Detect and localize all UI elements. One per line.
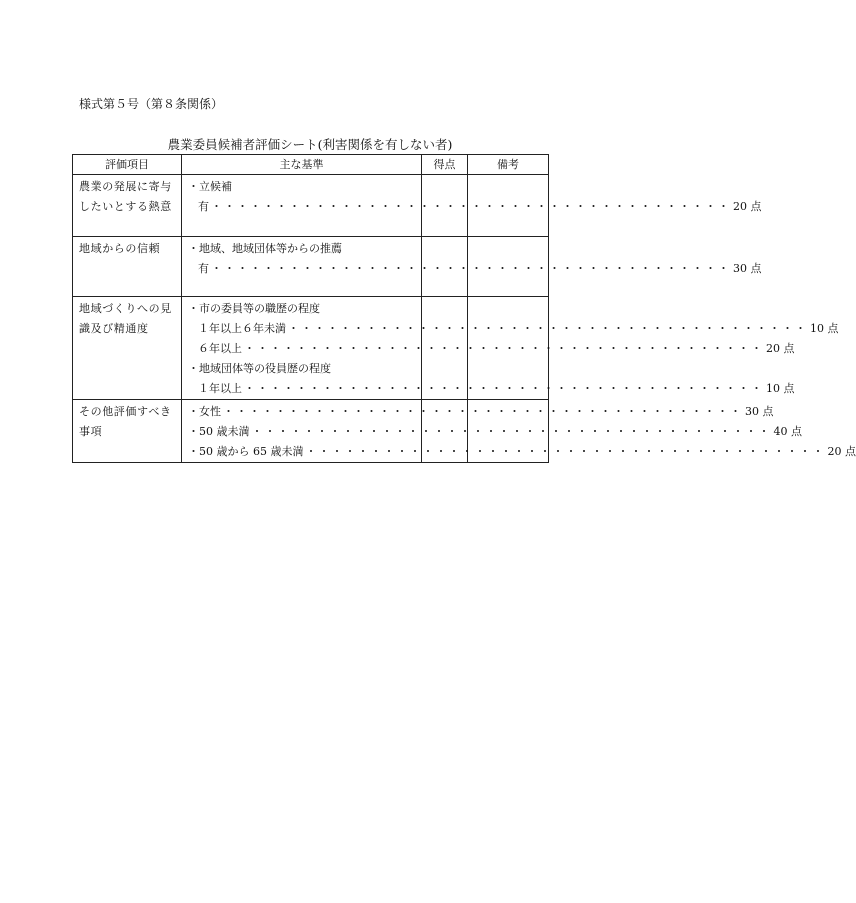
dot-leader: ・・・・・・・・・・・・・・・・・・・・・・・・・・・・・・・・・・・・・・・・ [251, 425, 772, 438]
dot-leader: ・・・・・・・・・・・・・・・・・・・・・・・・・・・・・・・・・・・・・・・・ [223, 405, 743, 418]
dot-leader: ・・・・・・・・・・・・・・・・・・・・・・・・・・・・・・・・・・・・・・・・ [244, 342, 764, 355]
criteria-points: 20 点 [733, 200, 762, 213]
criteria-line [188, 402, 774, 422]
table-header-row [73, 155, 549, 175]
criteria-line [188, 299, 415, 319]
criteria-label: 有 [198, 200, 209, 213]
row-criteria [182, 175, 762, 237]
criteria-line [188, 239, 415, 259]
header-item: 評価項目 [73, 155, 182, 175]
row-item: 地域づくりへの見識及び精通度 [73, 297, 182, 400]
criteria-points: 30 点 [733, 262, 762, 275]
criteria-label: ・地域、地域団体等からの推薦 [188, 242, 342, 255]
criteria-line [188, 259, 762, 279]
row-criteria [182, 297, 839, 400]
criteria-label: ・地域団体等の役員歴の程度 [188, 362, 331, 375]
criteria-points: 40 点 [773, 425, 802, 438]
header-criteria: 主な基準 [182, 155, 422, 175]
table-row [73, 297, 549, 400]
row-criteria [182, 237, 762, 297]
criteria-line [188, 379, 795, 399]
criteria-label: 有 [198, 262, 209, 275]
row-item: 農業の発展に寄与したいとする熱意 [73, 175, 182, 237]
criteria-line [188, 319, 839, 339]
table-row [73, 400, 549, 463]
criteria-label: １年以上 [198, 382, 242, 395]
row-item: その他評価すべき事項 [73, 400, 182, 463]
criteria-label: ・市の委員等の職歴の程度 [188, 302, 320, 315]
criteria-line [188, 339, 795, 359]
criteria-points: 30 点 [745, 405, 774, 418]
evaluation-table [72, 154, 856, 463]
criteria-line [188, 197, 762, 217]
criteria-label: ・50 歳から 65 歳未満 [188, 445, 304, 458]
criteria-points: 10 点 [766, 382, 795, 395]
criteria-line [188, 177, 415, 197]
criteria-line [188, 442, 856, 462]
row-item: 地域からの信頼 [73, 237, 182, 297]
dot-leader: ・・・・・・・・・・・・・・・・・・・・・・・・・・・・・・・・・・・・・・・・ [305, 445, 826, 458]
criteria-points: 20 点 [827, 445, 856, 458]
criteria-label: １年以上６年未満 [198, 322, 286, 335]
header-score: 得点 [422, 155, 468, 175]
dot-leader: ・・・・・・・・・・・・・・・・・・・・・・・・・・・・・・・・・・・・・・・・ [288, 322, 808, 335]
dot-leader: ・・・・・・・・・・・・・・・・・・・・・・・・・・・・・・・・・・・・・・・・ [244, 382, 764, 395]
criteria-points: 20 点 [766, 342, 795, 355]
criteria-line [188, 359, 415, 379]
document-title: 農業委員候補者評価シート(利害関係を有しない者) [167, 137, 453, 152]
criteria-label: ・女性 [188, 405, 221, 418]
dot-leader: ・・・・・・・・・・・・・・・・・・・・・・・・・・・・・・・・・・・・・・・・ [211, 262, 731, 275]
criteria-label: ・立候補 [188, 180, 232, 193]
dot-leader: ・・・・・・・・・・・・・・・・・・・・・・・・・・・・・・・・・・・・・・・・ [211, 200, 731, 213]
criteria-label: ６年以上 [198, 342, 242, 355]
table-row [73, 175, 549, 237]
criteria-points: 10 点 [810, 322, 839, 335]
header-remarks: 備考 [468, 155, 549, 175]
row-criteria [182, 400, 856, 463]
form-number: 様式第５号（第８条関係） [79, 97, 224, 111]
criteria-line [188, 422, 802, 442]
criteria-label: ・50 歳未満 [188, 425, 250, 438]
table-row [73, 237, 549, 297]
